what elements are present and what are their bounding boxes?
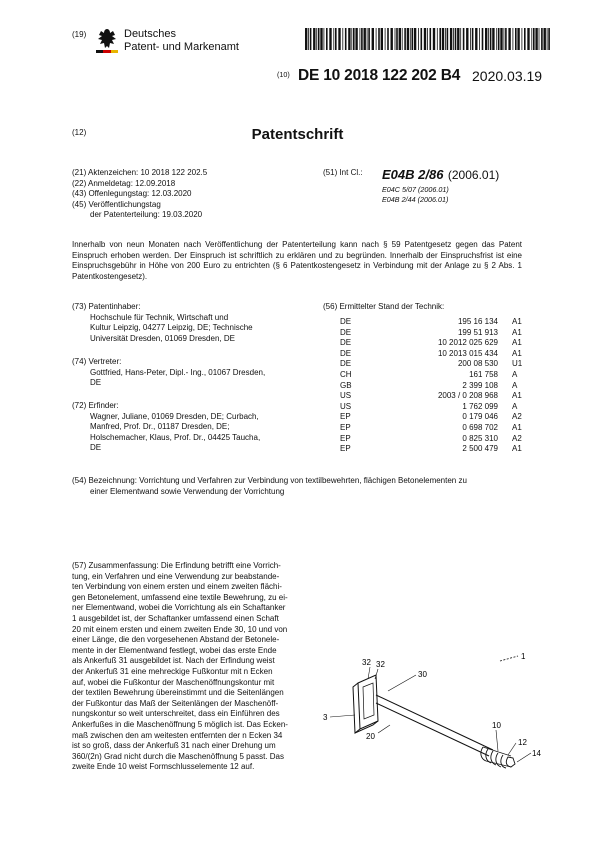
owner-line: Kultur Leipzig, 04277 Leipzig, DE; Technische: [90, 323, 253, 333]
representative-label: (74) Vertreter:: [72, 357, 122, 366]
prior-art-country: EP: [340, 433, 351, 443]
barcode-bar: [385, 28, 386, 50]
ipc-sub2: E04B 2/44 (2006.01): [382, 194, 449, 204]
prior-art-number: 0 179 046: [462, 412, 498, 422]
federal-eagle-icon: [96, 27, 118, 53]
representative-line: DE: [90, 378, 102, 388]
barcode-bar: [482, 28, 484, 50]
code-12: (12): [72, 128, 87, 137]
barcode-bar: [396, 28, 398, 50]
publication-date: 2020.03.19: [472, 68, 543, 84]
prior-art-country: DE: [340, 359, 352, 369]
inventor-line: Holschemacher, Klaus, Prof. Dr., 04425 Taucha,: [90, 432, 261, 442]
prior-art-kind: A1: [512, 327, 522, 337]
prior-art-country: GB: [340, 380, 352, 390]
barcode-bar: [547, 28, 548, 50]
abstract-line: nungskontur so weit unterschreitet, dass ein Einführen des: [72, 709, 280, 719]
abstract-line: als Ankerfuß 31 ausgebildet ist. Nach der Erfindung weist: [72, 656, 275, 666]
inventor-line: Wagner, Juliane, 01069 Dresden, DE; Curbach,: [90, 411, 259, 421]
barcode-bar: [430, 28, 432, 50]
ref-1: 1: [521, 652, 526, 661]
owner-label: (73) Patentinhaber:: [72, 302, 141, 311]
barcode-bar: [404, 28, 406, 50]
barcode-bar: [490, 28, 492, 50]
prior-art-kind: A2: [512, 412, 522, 422]
publication-number: DE 10 2018 122 202 B4: [298, 67, 461, 84]
barcode-bar: [316, 28, 317, 50]
barcode-bar: [412, 28, 414, 50]
prior-art-country: EP: [340, 444, 351, 454]
barcode-bar: [437, 28, 438, 50]
abstract-line: der Ankerfuß 31 eine mehreckige Fußkontur mit n Ecken: [72, 666, 273, 676]
owner-block: [72, 302, 317, 344]
barcode-bar: [372, 28, 374, 50]
barcode-bar: [402, 28, 403, 50]
office-name-line1: Deutsches: [124, 28, 176, 40]
barcode-bar: [453, 28, 454, 50]
opposition-notice: Innerhalb von neun Monaten nach Veröffentlichung der Patenterteilung kann nach § 59 Patentgesetz gegen das Patent Einspruch erhoben werden. Der Einspruch ist schriftlich zu erklären und zu begründen. Innerhalb der Einspruchsfrist ist eine Einspruchsgebühr in Höhe von 200 Euro zu entrichten (§ 6 Patentkostengesetz in Verbindung mit der Anlage zu § 2 Abs. 1 Patentkostengesetz).: [72, 240, 522, 281]
leader-1: [500, 656, 518, 661]
abstract-line: ner Elementwand, wobei die Vorrichtung als ein Schaftanker: [72, 603, 286, 613]
inventor-line: Manfred, Prof. Dr., 01187 Dresden, DE;: [90, 422, 230, 432]
barcode-bar: [541, 28, 543, 50]
ref-3: 3: [323, 713, 328, 722]
prior-art-number: 161 758: [469, 370, 498, 379]
grant-date: der Patenterteilung: 19.03.2020: [90, 210, 203, 220]
barcode-bar: [524, 28, 526, 50]
representative-block: [72, 357, 317, 389]
barcode: [305, 28, 550, 50]
barcode-bar: [364, 28, 366, 50]
abstract: [72, 561, 317, 773]
barcode-bar: [500, 28, 502, 50]
barcode-bar: [313, 28, 315, 50]
barcode-bar: [391, 28, 393, 50]
abstract-line: der Fußkontur das Maß der Seitenlängen der Maschenöff-: [72, 698, 279, 708]
barcode-bar: [544, 28, 546, 50]
barcode-bar: [466, 28, 468, 50]
anchor-foot: [353, 675, 378, 733]
ref-14: 14: [532, 749, 541, 758]
ipc-code-label: (51) Int Cl.:: [323, 168, 363, 177]
barcode-bar: [475, 28, 477, 50]
barcode-bar: [351, 28, 352, 50]
publication-day-label: (45) Veröffentlichungstag: [72, 199, 161, 209]
abstract-line: ten Verbindung von einem ersten und einem zweiten flächi-: [72, 582, 282, 592]
barcode-bar: [492, 28, 494, 50]
filing-date: (22) Anmeldetag: 12.09.2018: [72, 178, 176, 188]
barcode-bar: [539, 28, 540, 50]
barcode-bar: [395, 28, 396, 50]
barcode-bar: [338, 28, 340, 50]
barcode-bar: [548, 28, 550, 50]
abstract-line: 20 mit einem ersten und einem zweiten Ende 30, 10 und von: [72, 624, 288, 634]
abstract-line: auf, wobei die Fußkontur der Maschenöffnungskontur mit: [72, 677, 275, 687]
prior-art-kind: U1: [512, 359, 523, 369]
prior-art-number: 2003 / 0 208 968: [437, 391, 498, 401]
barcode-bar: [355, 28, 357, 50]
barcode-bar: [531, 28, 532, 50]
ipc-main-class: E04B 2/86: [382, 167, 444, 182]
barcode-bar: [504, 28, 505, 50]
code-10: (10): [277, 70, 290, 79]
inventors-label: (72) Erfinder:: [72, 401, 119, 410]
prior-art-kind: A1: [512, 348, 522, 358]
prior-art-table: [340, 317, 540, 457]
barcode-bar: [527, 28, 529, 50]
prior-art-kind: A1: [512, 391, 522, 401]
owner-line: Hochschule für Technik, Wirtschaft und: [90, 312, 229, 322]
ref-12: 12: [518, 738, 527, 747]
barcode-bar: [479, 28, 480, 50]
barcode-bar: [308, 28, 309, 50]
barcode-bar: [472, 28, 474, 50]
barcode-bar: [522, 28, 523, 50]
abstract-line: Ankerfußes in die Maschenöffnung 5 möglich ist. Das Ecken-: [72, 719, 288, 729]
barcode-bar: [515, 28, 517, 50]
barcode-bar: [433, 28, 435, 50]
barcode-bar: [460, 28, 461, 50]
barcode-bar: [421, 28, 423, 50]
prior-art-country: DE: [340, 317, 352, 326]
barcode-bar: [361, 28, 363, 50]
barcode-bar: [381, 28, 383, 50]
barcode-bar: [305, 28, 307, 50]
barcode-bar: [513, 28, 514, 50]
abstract-line: 360/(2n) Grad nicht durch die Maschenöffnung 5 passt. Das: [72, 751, 284, 761]
barcode-bar: [496, 28, 497, 50]
prior-art-kind: A: [512, 380, 518, 390]
barcode-bar: [342, 28, 343, 50]
barcode-bar: [505, 28, 507, 50]
barcode-bar: [376, 28, 377, 50]
document-type: Patentschrift: [251, 126, 344, 143]
title-line: einer Elementwand sowie Verwendung der Vorrichtung: [90, 486, 285, 496]
barcode-bar: [410, 28, 411, 50]
prior-art-number: 0 825 310: [462, 433, 498, 443]
barcode-bar: [407, 28, 409, 50]
barcode-bar: [470, 28, 471, 50]
ipc-sub1: E04C 5/07 (2006.01): [382, 185, 449, 194]
prior-art-number: 1 762 099: [462, 401, 498, 411]
prior-art-kind: A1: [512, 423, 522, 432]
office-name: [124, 28, 239, 54]
barcode-bar: [442, 28, 444, 50]
prior-art-number: 2 500 479: [462, 444, 498, 454]
prior-art-country: DE: [340, 348, 352, 358]
invention-title: [72, 476, 542, 497]
barcode-bar: [447, 28, 449, 50]
barcode-bar: [335, 28, 337, 50]
barcode-bar: [320, 28, 322, 50]
barcode-bar: [457, 28, 459, 50]
barcode-bar: [353, 28, 355, 50]
title-line: (54) Bezeichnung: Vorrichtung und Verfahren zur Verbindung von textilbewehrten, flächigen Betonelementen zu: [72, 476, 467, 485]
code-19: (19): [72, 30, 87, 39]
laid-open-date: (43) Offenlegungstag: 12.03.2020: [72, 189, 192, 199]
ipc-main-year: (2006.01): [447, 168, 500, 182]
prior-art-country: DE: [340, 338, 352, 348]
representative-line: Gottfried, Hans-Peter, Dipl.- Ing., 01067 Dresden,: [90, 367, 266, 377]
barcode-bar: [378, 28, 380, 50]
barcode-bar: [418, 28, 419, 50]
prior-art-number: 200 08 530: [457, 359, 498, 369]
barcode-bar: [508, 28, 510, 50]
ref-32a: 32: [362, 658, 371, 667]
abstract-line: der textilen Bewehrung übereinstimmt und die Seitenlängen: [72, 688, 284, 698]
abstract-line: gen Betonelement, umfassend eine textile Bewehrung, zu ei-: [72, 592, 288, 602]
prior-art-kind: A1: [512, 338, 522, 348]
prior-art-number: 2 399 108: [462, 380, 498, 390]
abstract-line: zweite Ende 10 weist Formschlusselemente 12 auf.: [72, 762, 255, 772]
abstract-line: tung, ein Verfahren und eine Verwendung zur beabstande-: [72, 571, 280, 581]
prior-art-kind: A1: [512, 317, 522, 326]
ref-10: 10: [492, 721, 501, 730]
anchor-figure: [318, 635, 550, 775]
abstract-line: ist so groß, dass der Ankerfuß 31 nach einer Drehung um: [72, 741, 276, 751]
ref-20: 20: [366, 732, 375, 741]
barcode-bar: [450, 28, 452, 50]
shaft: [376, 695, 493, 756]
barcode-bar: [455, 28, 457, 50]
prior-art-kind: A: [512, 401, 518, 411]
prior-art-kind: A2: [512, 433, 522, 443]
barcode-bar: [535, 28, 537, 50]
barcode-bar: [533, 28, 535, 50]
barcode-bar: [368, 28, 370, 50]
bibliographic-data: [72, 168, 207, 221]
prior-art-number: 195 16 134: [457, 317, 498, 326]
barcode-bar: [485, 28, 487, 50]
barcode-bar: [498, 28, 500, 50]
prior-art-number: 0 698 702: [462, 423, 498, 432]
barcode-bar: [399, 28, 401, 50]
barcode-bar: [348, 28, 350, 50]
barcode-bar: [517, 28, 519, 50]
abstract-line: maß zwischen den am weitesten entfernten der n Ecken 34: [72, 730, 283, 740]
ref-30: 30: [418, 670, 427, 679]
abstract-line: mente in der Elementwand festlegt, wobei das erste Ende: [72, 645, 277, 655]
barcode-bar: [488, 28, 489, 50]
ref-32b: 32: [376, 660, 385, 669]
abstract-line: 1 ausgebildet ist, der Schaftanker umfassend einen Schaft: [72, 613, 279, 623]
prior-art-kind: A1: [512, 444, 522, 454]
inventors-block: [72, 401, 317, 454]
ipc-main: [382, 166, 499, 184]
barcode-bar: [345, 28, 347, 50]
barcode-bar: [324, 28, 325, 50]
prior-art-country: US: [340, 401, 352, 411]
barcode-bar: [360, 28, 361, 50]
abstract-line: einer Länge, die den vorgesehenen Abstand der Betonele-: [72, 635, 280, 645]
barcode-bar: [318, 28, 320, 50]
barcode-bar: [367, 28, 368, 50]
owner-line: Universität Dresden, 01069 Dresden, DE: [90, 333, 235, 343]
prior-art-label: (56) Ermittelter Stand der Technik:: [323, 302, 445, 311]
abstract-line: (57) Zusammenfassung: Die Erfindung betrifft eine Vorrich-: [72, 561, 281, 570]
barcode-bar: [329, 28, 331, 50]
prior-art-number: 199 51 913: [457, 327, 498, 337]
prior-art-number: 10 2013 015 434: [437, 348, 498, 358]
barcode-bar: [463, 28, 465, 50]
barcode-bar: [445, 28, 446, 50]
ipc-sub: [382, 185, 449, 204]
inventor-line: DE: [90, 443, 102, 453]
barcode-bar: [333, 28, 334, 50]
prior-art-kind: A: [512, 370, 518, 379]
barcode-bar: [310, 28, 312, 50]
barcode-bar: [439, 28, 441, 50]
prior-art-country: CH: [340, 370, 352, 379]
barcode-bar: [427, 28, 428, 50]
prior-art-country: EP: [340, 423, 351, 432]
prior-art-country: DE: [340, 327, 352, 337]
barcode-bar: [326, 28, 328, 50]
barcode-bar: [387, 28, 389, 50]
prior-art-country: EP: [340, 412, 351, 422]
prior-art-number: 10 2012 025 629: [437, 338, 498, 348]
application-number: (21) Aktenzeichen: 10 2018 122 202.5: [72, 168, 208, 177]
office-name-line2: Patent- und Markenamt: [124, 41, 239, 53]
prior-art-country: US: [340, 391, 352, 401]
barcode-bar: [414, 28, 416, 50]
barcode-bar: [424, 28, 426, 50]
